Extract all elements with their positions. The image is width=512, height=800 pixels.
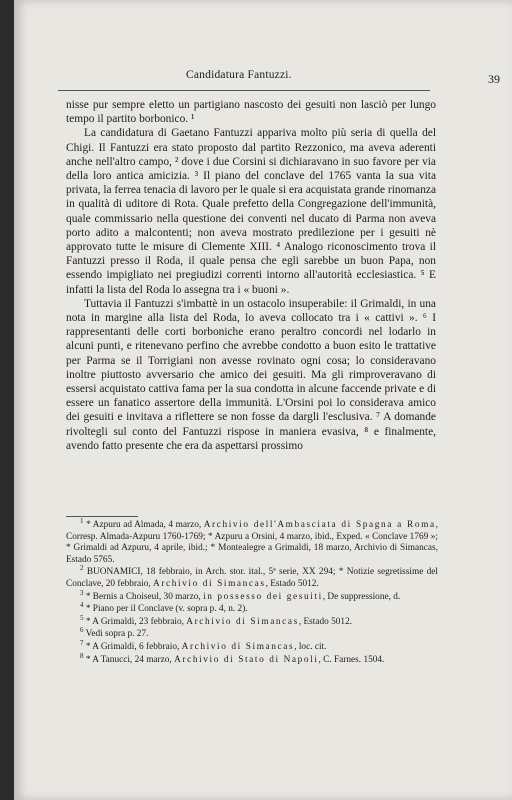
footnote-archive: in possesso dei gesuiti bbox=[203, 591, 323, 602]
footnote bbox=[66, 564, 439, 590]
footnote-archive: Archivio di Simancas bbox=[153, 578, 266, 589]
footnote-text: * A Grimaldi, 6 febbraio, bbox=[85, 641, 182, 652]
paragraph: Tuttavia il Fantuzzi s'imbattè in un ostacolo insuperabile: il Grimaldi, in una nota in margine alla lista del Roda, lo aveva collocato tra i « cattivi ». ⁶ I rappresentanti delle corti borboniche erano peraltro concordi nel lodarlo in alcuni punti, e ritenevano perfino che avrebbe condotto a buon esito le trattative per Parma se il Torrigiani non avesse rovinato ogni cosa; lo consideravano inoltre piuttosto avversario che amico dei gesuiti. Ma gli rimproveravano di essersi acquistato cattiva fama per la sua condotta in alcune faccende private e di essere un fanatico assertore della immunità. L'Orsini poi lo considerava amico dei gesuiti e invitava a riflettere se non fosse da dargli l'esclusiva. ⁷ A domande rivoltegli sul conto del Fantuzzi rispose in maniera evasiva, ⁸ e finalmente, avendo fatto presente che era da aspettarsi prossimo bbox=[66, 297, 436, 452]
footnote-text: , De suppressione, d. bbox=[322, 591, 401, 602]
footnote-archive: Archivio dell'Ambasciata di Spagna a Roma bbox=[203, 520, 436, 530]
page-header bbox=[14, 66, 512, 86]
body-text bbox=[66, 98, 436, 453]
footnote-archive: Archivio di Simancas bbox=[186, 616, 299, 627]
footnote-text: * A Grimaldi, 23 febbraio, bbox=[85, 616, 187, 627]
footnote-mark: 7 bbox=[80, 638, 84, 647]
footnote-text: * Piano per il Conclave (v. sopra p. 4, n. 2). bbox=[85, 604, 248, 615]
footnote-mark: 1 bbox=[80, 516, 84, 525]
footnote-text: Vedi sopra p. 27. bbox=[85, 629, 149, 640]
footnote bbox=[66, 651, 438, 667]
footnote bbox=[66, 516, 438, 566]
footnote-separator bbox=[66, 516, 138, 517]
footnote-text: , C. Farnes. 1504. bbox=[318, 654, 385, 665]
footnote-mark: 3 bbox=[80, 588, 84, 597]
footnote-mark: 4 bbox=[80, 601, 84, 610]
footnote-text: * Bernis a Choiseul, 30 marzo, bbox=[85, 591, 204, 602]
footnote bbox=[66, 613, 438, 629]
footnotes bbox=[66, 516, 439, 667]
footnote-mark: 6 bbox=[80, 626, 84, 635]
footnote bbox=[66, 626, 438, 641]
footnote-text: * A Tanucci, 24 marzo, bbox=[85, 654, 175, 665]
footnote-archive: Archivio di Stato di Napoli bbox=[174, 654, 319, 665]
footnote-mark: 8 bbox=[80, 651, 84, 660]
footnote-mark: 2 bbox=[80, 564, 84, 573]
header-rule bbox=[58, 90, 430, 91]
footnote-text: , Estado 5012. bbox=[298, 616, 353, 627]
paragraph: nisse pur sempre eletto un partigiano nascosto dei gesuiti non lasciò per lungo tempo il partito borbonico. ¹ bbox=[66, 99, 436, 126]
book-page bbox=[14, 0, 512, 800]
footnote-mark: 5 bbox=[80, 613, 84, 622]
footnote-text: , Estado 5012. bbox=[265, 578, 319, 589]
footnote-text: BUONAMICI, 18 febbraio, in Arch. stor. ital., 5ª serie, XX 294; * Notizie segretissime del Conclave, 20 febbraio, bbox=[66, 567, 439, 589]
running-title: Candidatura Fantuzzi. bbox=[186, 69, 292, 81]
paragraph: La candidatura di Gaetano Fantuzzi appariva molto più seria di quella del Chigi. Il Fantuzzi era stato proposto dal partito Rezzonico, ma aveva aderenti anche nell'altro campo, ² dove i due Corsini si dichiaravano in suo favore per via della loro antica amicizia. ³ Il piano del conclave del 1765 vanta la sua vita privata, la ferrea tenacia di lavoro per le quale si era acquistata grande rinomanza in qualità di uditore di Rota. Quale prefetto della Congregazione dell'immunità, quale commissario nella questione dei conventi nel ducato di Parma non aveva porto adito a malcontenti; non aveva mostrato predilezione per i gesuiti nè approvato tutte le misure di Clemente XIII. ⁴ Analogo riconoscimento trova il Fantuzzi presso il Roda, il quale pensa che egli sarebbe un buon Papa, non essendo impigliato nei pregiudizi correnti intorno all'autorità ecclesiastica. ⁵ E infatti la lista del Roda lo assegna tra i « buoni ». bbox=[66, 127, 437, 296]
footnote-text: * Azpuru ad Almada, 4 marzo, bbox=[86, 520, 204, 530]
footnote bbox=[66, 588, 438, 604]
footnote-archive: Archivio di Simancas bbox=[181, 641, 295, 652]
footnote-text: , loc. cit. bbox=[294, 641, 327, 652]
footnote bbox=[66, 601, 438, 616]
page-number: 39 bbox=[488, 72, 500, 86]
footnote-text: , Corresp. Almada-Azpuru 1760-1769; * Azpuru a Orsini, 4 marzo, ibid., Exped. « Conclave 1769 »; * Grimaldi ad Azpuru, 4 aprile, ibid.; * Montealegre a Grimaldi, 18 marzo, Archivio di Simancas, Estado 5765. bbox=[66, 520, 438, 565]
footnote bbox=[66, 638, 438, 654]
